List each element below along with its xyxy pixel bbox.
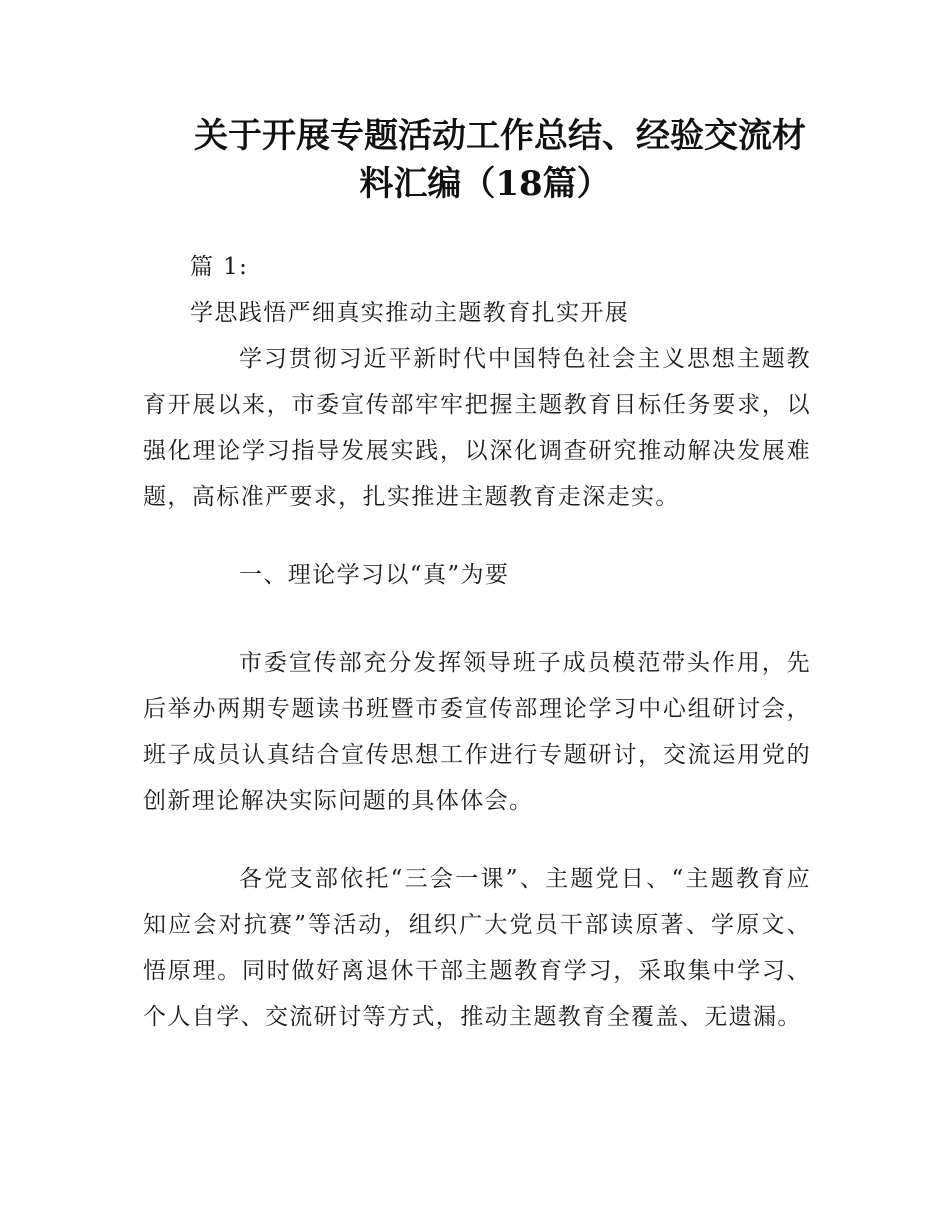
title-line-1: 关于开展专题活动工作总结、经验交流材 [194, 116, 806, 156]
section-heading: 一、理论学习以“真”为要 [239, 562, 510, 588]
article-subtitle: 学思践悟严细真实推动主题教育扎实开展 [190, 300, 630, 326]
body-paragraph-1: 市委宣传部充分发挥领导班子成员模范带头作用，先后举办两期专题读书班暨市委宣传部理论学习中心组研讨会，班子成员认真结合宣传思想工作进行专题研讨，交流运用党的创新理论解决实际问题的具体体会。 [143, 650, 811, 814]
article-label: 篇 1: [190, 254, 249, 280]
title-line-2: 料汇编（18篇） [359, 164, 611, 204]
intro-paragraph: 学习贯彻习近平新时代中国特色社会主义思想主题教育开展以来，市委宣传部牢牢把握主题教育目标任务要求，以强化理论学习指导发展实践，以深化调查研究推动解决发展难题，高标准严要求，扎实推进主题教育走深走实。 [143, 346, 811, 510]
body-paragraph-2: 各党支部依托“三会一课”、主题党日、“主题教育应知应会对抗赛”等活动，组织广大党员干部读原著、学原文、悟原理。同时做好离退休干部主题教育学习，采取集中学习、个人自学、交流研讨等方式，推动主题教育全覆盖、无遗漏。 [143, 866, 811, 1030]
document-title [150, 112, 850, 208]
